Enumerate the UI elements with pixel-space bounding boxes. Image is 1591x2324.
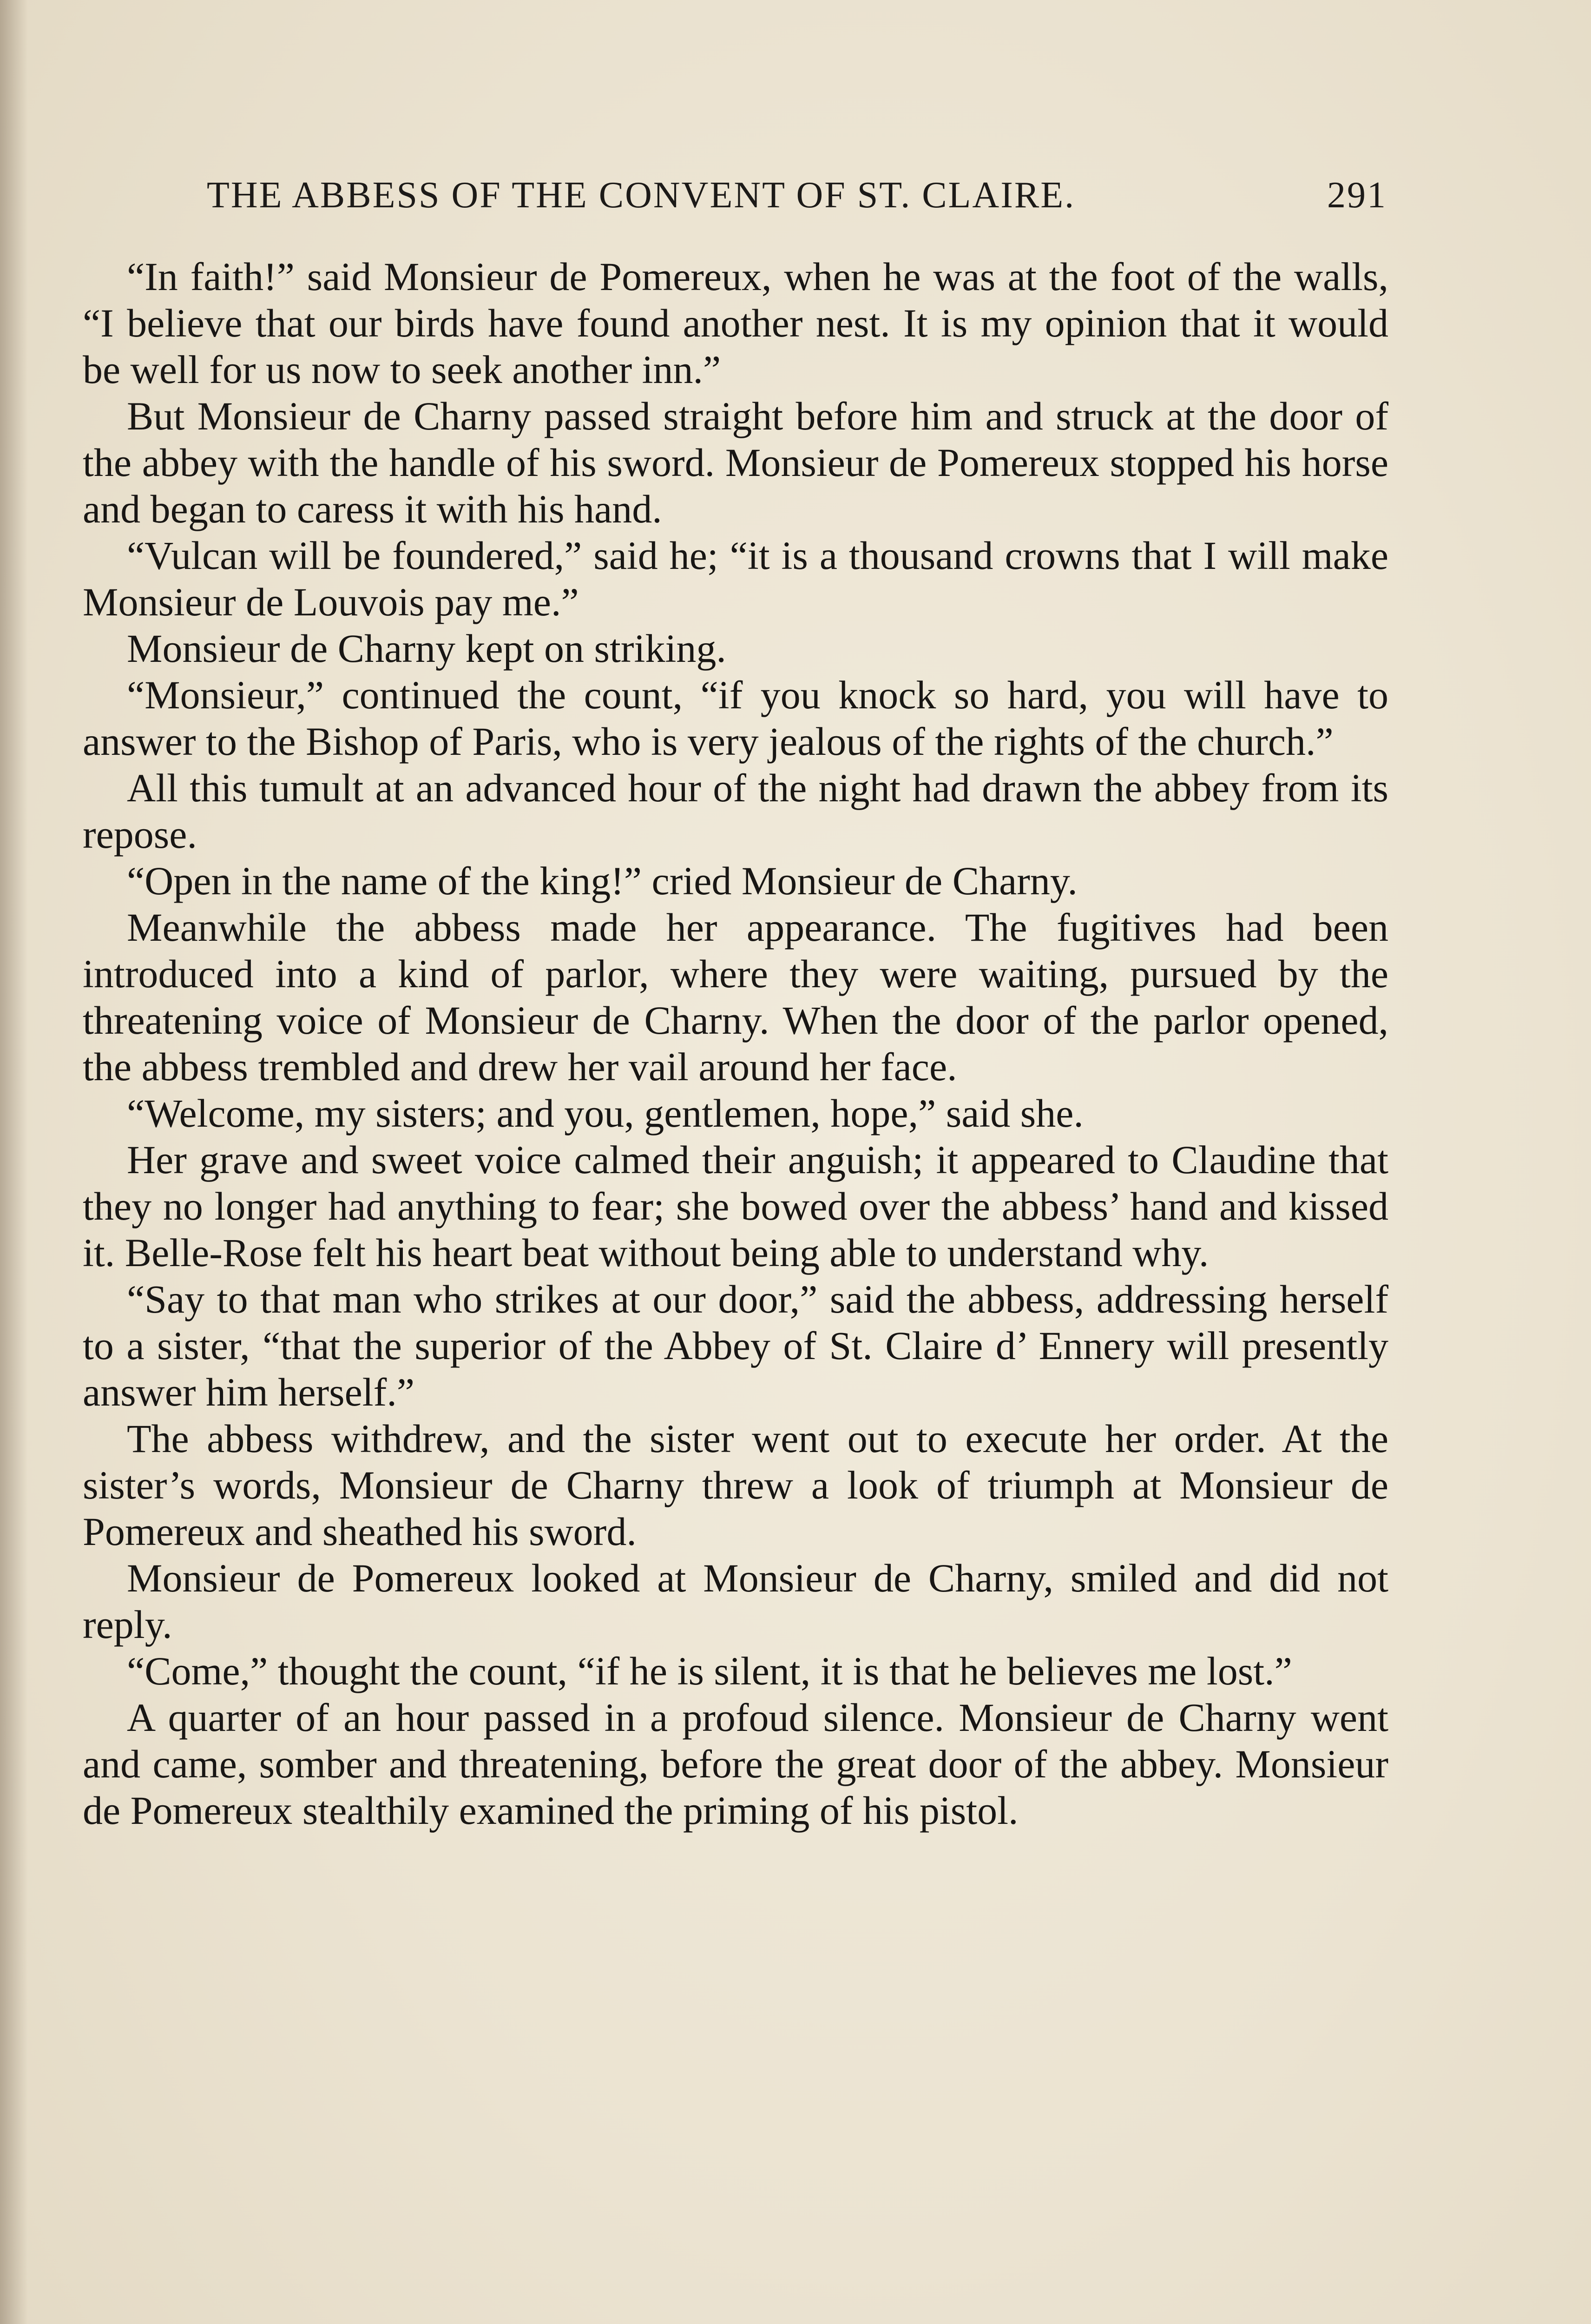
page-number: 291 — [1327, 175, 1387, 216]
paragraph: “Open in the name of the king!” cried Monsieur de Charny. — [127, 858, 1078, 903]
paragraph: A quarter of an hour passed in a profoud silence. Monsieur de Charny went and came, somber and threatening, before the great door of the abbey. Monsieur de Pomereux stealthily examined the priming of his pistol. — [83, 1695, 1388, 1833]
running-header — [207, 174, 1387, 225]
paragraph: “Vulcan will be foundered,” said he; “it is a thousand crowns that I will make Monsieur de Louvois pay me.” — [83, 533, 1388, 624]
paragraph: The abbess withdrew, and the sister went out to execute her order. At the sister’s words, Monsieur de Charny threw a look of triumph at Monsieur de Pomereux and sheathed his sword. — [83, 1416, 1388, 1554]
paragraph: Meanwhile the abbess made her appearance. The fugitives had been introduced into a kind of parlor, where they were waiting, pursued by the threatening voice of Monsieur de Charny. When the door of the parlor opened, the abbess trembled and drew her vail around her face. — [83, 905, 1388, 1089]
paragraph: “Monsieur,” continued the count, “if you knock so hard, you will have to answer to the Bishop of Paris, who is very jealous of the rights of the church.” — [83, 673, 1388, 764]
chapter-title: THE ABBESS OF THE CONVENT OF ST. CLAIRE. — [207, 175, 1076, 216]
paragraph: “In faith!” said Monsieur de Pomereux, when he was at the foot of the walls, “I believe that our birds have found another nest. It is my opinion that it would be well for us now to seek another inn.” — [83, 254, 1388, 392]
body-text — [83, 253, 1388, 1834]
paragraph: Her grave and sweet voice calmed their anguish; it appeared to Claudine that they no longer had anything to fear; she bowed over the abbess’ hand and kissed it. Belle-Rose felt his heart beat without being able to understand why. — [83, 1137, 1388, 1275]
paragraph: Monsieur de Pomereux looked at Monsieur de Charny, smiled and did not reply. — [83, 1556, 1388, 1647]
paragraph: “Welcome, my sisters; and you, gentlemen, hope,” said she. — [127, 1091, 1084, 1136]
paragraph: “Say to that man who strikes at our door,” said the abbess, addressing herself to a sister, “that the superior of the Abbey of St. Claire d’ Ennery will presently answer him herself.” — [83, 1277, 1388, 1414]
paragraph: But Monsieur de Charny passed straight before him and struck at the door of the abbey with the handle of his sword. Monsieur de Pomereux stopped his horse and began to caress it with his hand. — [83, 394, 1388, 531]
paragraph: Monsieur de Charny kept on striking. — [127, 626, 726, 671]
paragraph: All this tumult at an advanced hour of the night had drawn the abbey from its repose. — [83, 766, 1388, 857]
page-gutter-shadow — [0, 0, 28, 2324]
paragraph: “Come,” thought the count, “if he is silent, it is that he believes me lost.” — [127, 1649, 1292, 1693]
